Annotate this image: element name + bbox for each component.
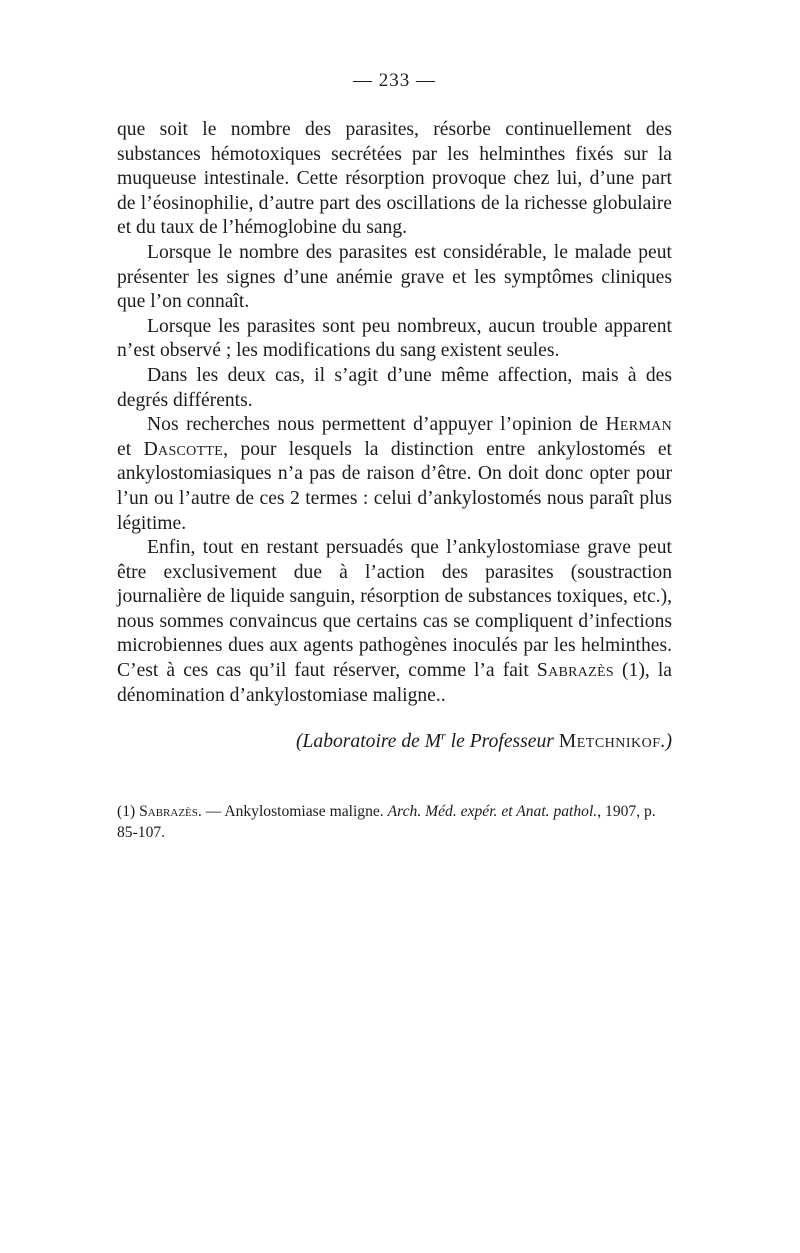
footnote-reference: , 1907, p. 85-107.	[117, 802, 656, 841]
attribution-close: .)	[660, 731, 672, 753]
attribution-middle: le Professeur	[445, 731, 559, 753]
paragraph-anemia: Lorsque le nombre des parasites est considérable, le malade peut présenter les signes d’une anémie grave et les symptômes cliniques que l’on connaît.	[117, 241, 672, 313]
attribution-open: (Laboratoire de M	[295, 731, 442, 753]
paragraph-terminology	[117, 413, 672, 536]
footnote-author: Sabrazès	[139, 802, 198, 820]
paragraph-conclusion-text-1: Enfin, tout en restant persuadés que l’ankylostomiase grave peut être exclusivement due à l’action des parasites (soustraction journalière de liquide sanguin, résorption de substances toxiques, etc.), nous sommes convaincus que certains cas se compliquent d’infections microbiennes dues aux agents pathogènes inoculés par les helminthes. C’est à ces cas qu’il faut réserver, comme l’a fait	[117, 537, 673, 682]
paragraph-few-parasites: Lorsque les parasites sont peu nombreux, aucun trouble apparent n’est observé ; les modifications du sang existent seules.	[117, 315, 672, 362]
footnote-journal: Arch. Méd. expér. et Anat. pathol.	[387, 802, 598, 820]
page-number: — 233 —	[353, 70, 436, 91]
paragraph-both-cases: Dans les deux cas, il s’agit d’une même affection, mais à des degrés différents.	[117, 364, 672, 411]
footnote-title: . — Ankylostomiase maligne.	[197, 802, 388, 820]
footnote-marker: (1)	[117, 802, 140, 820]
author-name-dascotte: Dascotte	[143, 438, 224, 460]
paragraph-terminology-text-3: , pour lesquels la distinction entre ankylostomés et ankylostomiasiques n’a pas de raison d’être. On doit donc opter pour l’un ou l’autre de ces 2 termes : celui d’ankylostomés nous paraît plus légitime.	[117, 438, 672, 534]
paragraph-conclusion-text-2: (1), la dénomination d’ankylostomiase maligne..	[117, 660, 672, 706]
paragraph-terminology-text-2: et	[117, 438, 144, 460]
document-page	[117, 68, 672, 843]
paragraph-continuation: que soit le nombre des parasites, résorbe continuellement des substances hémotoxiques secrétées par les helminthes fixés sur la muqueuse intestinale. Cette résorption provoque chez lui, d’une part de l’éosinophilie, d’autre part des oscillations de la richesse globulaire et du taux de l’hémoglobine du sang.	[117, 119, 672, 239]
footnote	[117, 801, 672, 843]
author-name-herman: Herman	[605, 414, 672, 436]
paragraph-terminology-text-1: Nos recherches nous permettent d’appuyer l’opinion de	[147, 414, 606, 436]
professor-name: Metchnikof	[558, 731, 661, 753]
author-name-sabrazes: Sabrazès	[536, 660, 614, 682]
laboratory-attribution	[117, 730, 672, 755]
paragraph-conclusion	[117, 536, 672, 708]
attribution-superscript: r	[441, 728, 446, 743]
